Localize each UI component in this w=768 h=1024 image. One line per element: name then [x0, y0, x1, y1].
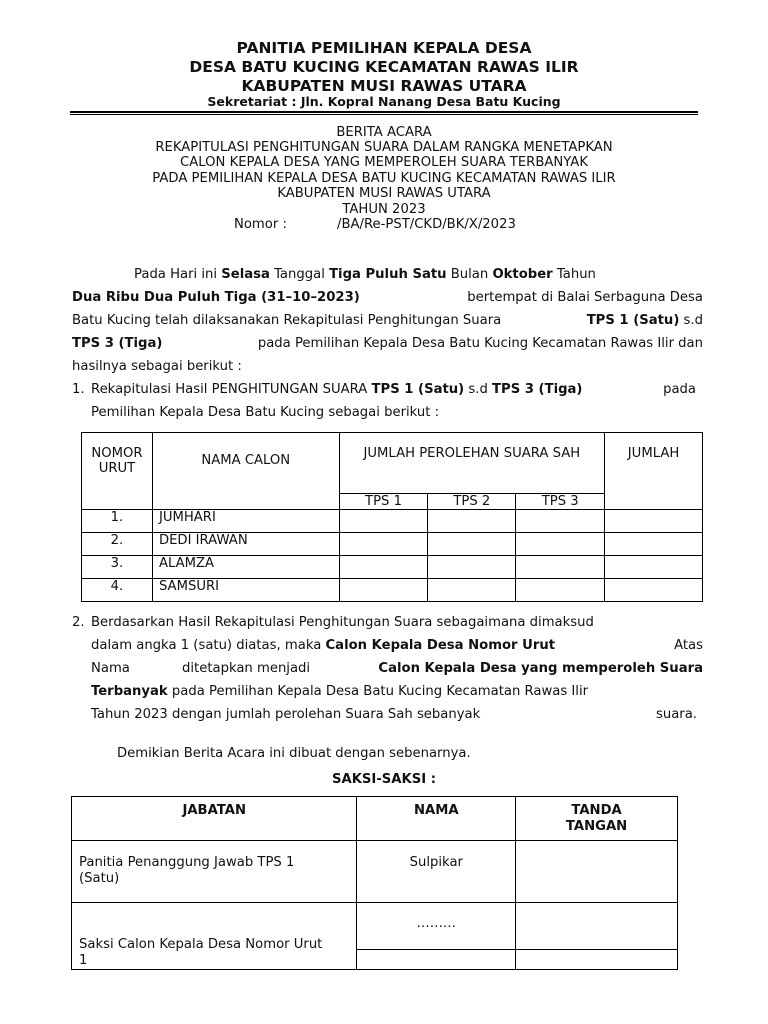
- intro-date: Dua Ribu Dua Puluh Tiga (31–10–2023): [72, 290, 360, 305]
- table-row: [82, 533, 703, 556]
- nomor-value: /BA/Re-PST/CKD/BK/X/2023: [337, 217, 516, 232]
- item-1-number: 1.: [72, 382, 85, 397]
- intro-tps: TPS 3 (Tiga): [72, 336, 163, 351]
- witness-heading: SAKSI-SAKSI :: [332, 772, 436, 787]
- candidate-name: ALAMZA: [152, 556, 339, 579]
- total-cell: [605, 533, 703, 556]
- item-2-number: 2.: [72, 615, 85, 630]
- intro-text: hasilnya sebagai berikut :: [72, 359, 242, 374]
- intro-text: Pada Hari ini Selasa Tanggal Tiga Puluh Satu Bulan Oktober Tahun: [134, 267, 596, 282]
- table-row: [82, 510, 703, 533]
- vote-cell: [428, 533, 516, 556]
- intro-paragraph: Pada Hari ini Selasa Tanggal Tiga Puluh Satu Bulan Oktober Tahun Dua Ribu Dua Puluh Tiga (31–10–2023) bertempat di Balai Serbaguna Desa Batu Kucing telah dilaksanakan Rekapitulasi Penghitungan Suara TPS 1 (Satu) s.d TPS 3 (Tiga) pada Pemilihan Kepala Desa Batu Kucing Kecamatan Rawas Ilir dan hasilnya sebagai berikut :: [72, 263, 703, 378]
- jabatan-cell: Panitia Penanggung Jawab TPS 1 (Satu): [72, 841, 357, 903]
- doc-title-line: PADA PEMILIHAN KEPALA DESA BATU KUCING KECAMATAN RAWAS ILIR: [152, 171, 616, 186]
- total-cell: [605, 579, 703, 602]
- doc-title: BERITA ACARA: [336, 125, 432, 140]
- signature-cell: [516, 949, 678, 969]
- doc-title-line: REKAPITULASI PENGHITUNGAN SUARA DALAM RANGKA MENETAPKAN: [155, 140, 613, 155]
- header-rule-thick: [70, 111, 698, 113]
- header-rule-thin: [70, 114, 698, 115]
- nama-cell: Sulpikar: [357, 841, 516, 903]
- item-2-text: Berdasarkan Hasil Rekapitulasi Penghitungan Suara sebagaimana dimaksud dalam angka 1 (satu) diatas, maka Calon Kepala Desa Nomor Urut Atas Nama ditetapkan menjadi Calon Kepala Desa yang memperoleh Suara Terbanyak pada Pemilihan Kepala Desa Batu Kucing Kecamatan Rawas Ilir Tahun 2023 dengan jumlah perolehan Suara Sah sebanyak suara.: [91, 615, 703, 722]
- header-regency: KABUPATEN MUSI RAWAS UTARA: [241, 77, 527, 95]
- intro-text: Batu Kucing telah dilaksanakan Rekapitulasi Penghitungan Suara: [72, 313, 502, 328]
- header-secretariat: Sekretariat : Jln. Kopral Nanang Desa Batu Kucing: [207, 94, 561, 109]
- vote-cell: [339, 579, 428, 602]
- results-table: [81, 432, 703, 602]
- vote-cell: [516, 510, 605, 533]
- col-header-tps1: TPS 1: [339, 494, 428, 510]
- col-header-tanda-tangan: TANDA TANGAN: [516, 797, 678, 841]
- vote-cell: [428, 579, 516, 602]
- total-cell: [605, 556, 703, 579]
- table-row: [72, 903, 678, 950]
- doc-title-line: CALON KEPALA DESA YANG MEMPEROLEH SUARA TERBANYAK: [180, 155, 588, 170]
- total-cell: [605, 510, 703, 533]
- col-header-nama: NAMA CALON: [152, 433, 339, 510]
- candidate-name: JUMHARI: [152, 510, 339, 533]
- doc-title-line: KABUPATEN MUSI RAWAS UTARA: [277, 186, 491, 201]
- candidate-name: SAMSURI: [152, 579, 339, 602]
- col-header-jumlah: JUMLAH: [605, 433, 703, 510]
- vote-cell: [516, 556, 605, 579]
- col-header-nama: NAMA: [357, 797, 516, 841]
- item-1-text: Rekapitulasi Hasil PENGHITUNGAN SUARA TPS 1 (Satu) s.d TPS 3 (Tiga) pada Pemilihan Kepala Desa Batu Kucing sebagai berikut :: [91, 382, 696, 420]
- nama-cell: ………: [357, 903, 516, 950]
- signature-cell: [516, 841, 678, 903]
- intro-text: pada Pemilihan Kepala Desa Batu Kucing Kecamatan Rawas Ilir dan: [257, 336, 703, 351]
- nama-cell: [357, 949, 516, 969]
- witness-table: [71, 796, 678, 970]
- nomor-label: Nomor :: [234, 217, 287, 232]
- table-row: [72, 841, 678, 903]
- row-number: 3.: [82, 556, 153, 579]
- col-header-perolehan: JUMLAH PEROLEHAN SUARA SAH: [339, 433, 604, 494]
- candidate-name: DEDI IRAWAN: [152, 533, 339, 556]
- vote-cell: [428, 556, 516, 579]
- signature-cell: [516, 903, 678, 950]
- header-committee: PANITIA PEMILIHAN KEPALA DESA: [236, 39, 532, 57]
- vote-cell: [339, 556, 428, 579]
- vote-cell: [428, 510, 516, 533]
- col-header-tps3: TPS 3: [516, 494, 605, 510]
- vote-cell: [339, 510, 428, 533]
- vote-cell: [339, 533, 428, 556]
- table-row: [82, 579, 703, 602]
- col-header-jabatan: JABATAN: [72, 797, 357, 841]
- jabatan-cell: Saksi Calon Kepala Desa Nomor Urut 1: [72, 903, 357, 970]
- header-village: DESA BATU KUCING KECAMATAN RAWAS ILIR: [189, 58, 579, 76]
- col-header-tps2: TPS 2: [428, 494, 516, 510]
- col-header-nomor: NOMOR URUT: [82, 433, 153, 510]
- doc-year: TAHUN 2023: [342, 202, 426, 217]
- row-number: 2.: [82, 533, 153, 556]
- row-number: 4.: [82, 579, 153, 602]
- intro-text: bertempat di Balai Serbaguna Desa: [467, 290, 703, 305]
- closing-statement: Demikian Berita Acara ini dibuat dengan sebenarnya.: [117, 746, 471, 761]
- row-number: 1.: [82, 510, 153, 533]
- vote-cell: [516, 533, 605, 556]
- vote-cell: [516, 579, 605, 602]
- table-row: [82, 556, 703, 579]
